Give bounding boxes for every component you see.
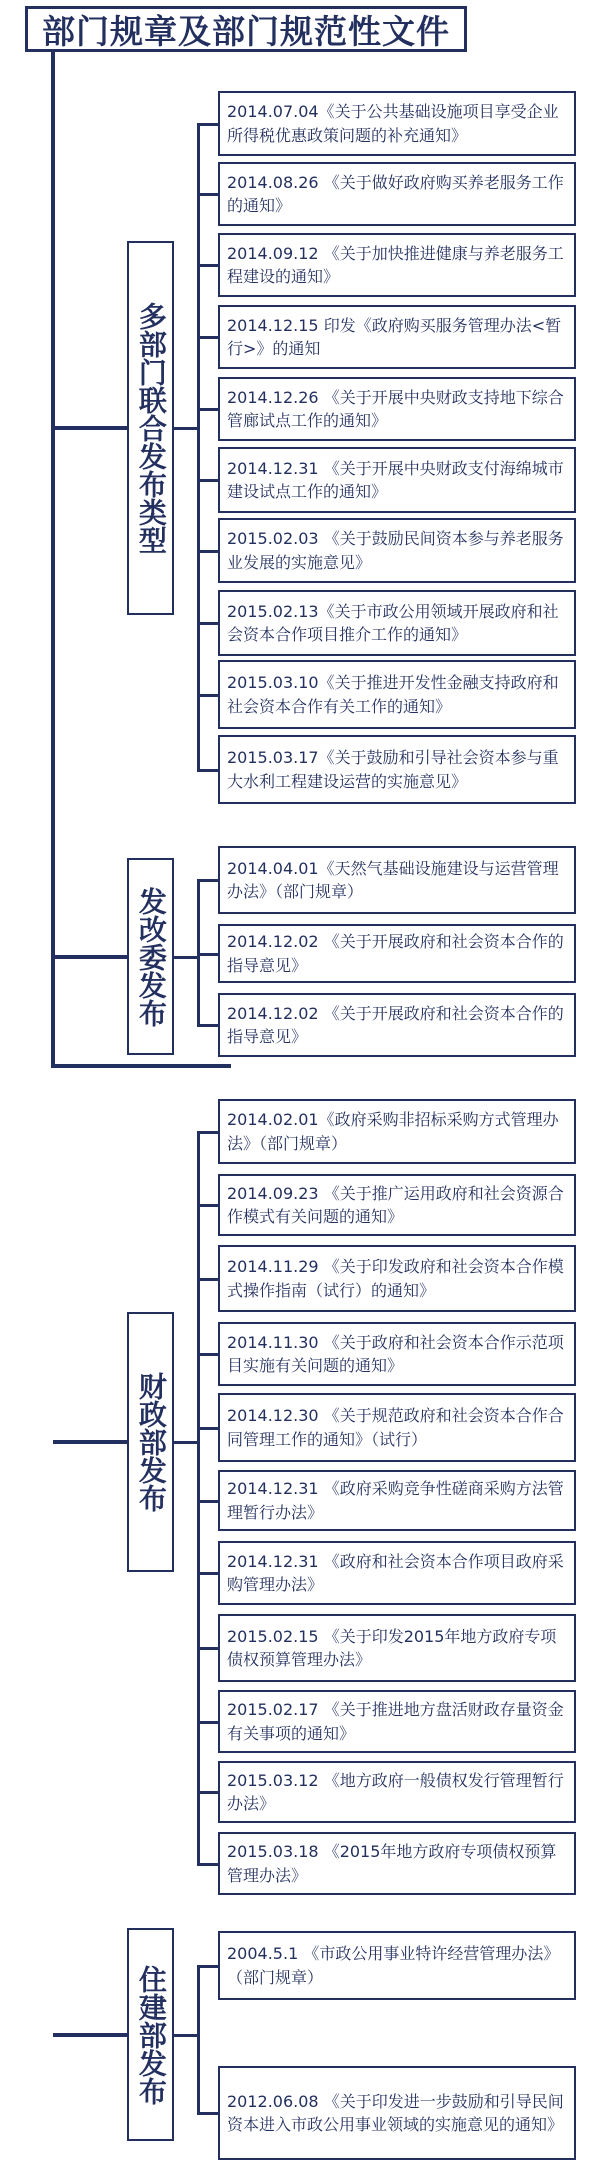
- group-label: 多部门联合发布类型: [127, 241, 174, 615]
- document-card-text: 2015.02.03 《关于鼓励民间资本参与养老服务业发展的实施意见》: [227, 529, 564, 572]
- card-connector-line: [197, 1024, 218, 1027]
- card-connector-line: [197, 1965, 218, 1968]
- card-connector-line: [197, 622, 218, 625]
- document-card-text: 2015.03.17《关于鼓励和引导社会资本参与重大水利工程建设运营的实施意见》: [227, 748, 559, 791]
- document-card-text: 2014.07.04《关于公共基础设施项目享受企业所得税优惠政策问题的补充通知》: [227, 102, 559, 145]
- document-card: [218, 1099, 576, 1164]
- card-connector-line: [197, 1278, 218, 1281]
- document-card-text: 2014.09.23 《关于推广运用政府和社会资源合作模式有关问题的通知》: [227, 1183, 564, 1226]
- document-card: [218, 162, 576, 226]
- document-card: [218, 233, 576, 297]
- document-card-text: 2015.03.10《关于推进开发性金融支持政府和社会资本合作有关工作的通知》: [227, 673, 559, 716]
- document-card: [218, 1690, 576, 1753]
- document-card-text: 2015.03.12 《地方政府一般债权发行管理暂行办法》: [227, 1770, 564, 1813]
- document-card: [218, 1614, 576, 1682]
- document-card: [218, 846, 576, 914]
- document-card-text: 2014.08.26 《关于做好政府购买养老服务工作的通知》: [227, 172, 564, 215]
- card-connector-line: [197, 1204, 218, 1207]
- document-card-text: 2014.09.12 《关于加快推进健康与养老服务工程建设的通知》: [227, 243, 564, 286]
- document-card: [218, 924, 576, 983]
- document-card: [218, 1761, 576, 1823]
- document-card: [218, 447, 576, 513]
- document-card-text: 2014.04.01《天然气基础设施建设与运营管理办法》（部门规章）: [227, 858, 559, 901]
- document-card: [218, 1174, 576, 1236]
- card-connector-line: [197, 1791, 218, 1794]
- document-card: [218, 1245, 576, 1312]
- card-connector-line: [197, 479, 218, 482]
- card-connector-line: [197, 264, 218, 267]
- group-to-card-line: [174, 427, 198, 430]
- document-card: [218, 735, 576, 804]
- document-card-text: 2015.02.15 《关于印发2015年地方政府专项债权预算管理办法》: [227, 1626, 557, 1669]
- card-connector-line: [197, 879, 218, 882]
- document-card-text: 2015.02.17 《关于推进地方盘活财政存量资金有关事项的通知》: [227, 1700, 564, 1743]
- document-card: [218, 590, 576, 656]
- document-card-text: 2014.12.26 《关于开展中央财政支持地下综合管廊试点工作的通知》: [227, 387, 564, 430]
- card-connector-line: [197, 1500, 218, 1503]
- document-card-text: 2014.12.02 《关于开展政府和社会资本合作的指导意见》: [227, 932, 564, 975]
- page-title: 部门规章及部门规范性文件: [25, 6, 467, 52]
- document-card: [218, 1322, 576, 1386]
- document-card-text: 2015.02.13《关于市政公用领域开展政府和社会资本合作项目推介工作的通知》: [227, 601, 559, 644]
- card-connector-line: [197, 1131, 218, 1134]
- card-connector-line: [197, 1427, 218, 1430]
- document-card-text: 2014.12.31 《政府和社会资本合作项目政府采购管理办法》: [227, 1551, 564, 1594]
- card-connector-line: [197, 769, 218, 772]
- tree-spine-foot: [51, 1064, 231, 1068]
- card-connector-spine: [197, 1131, 200, 1865]
- document-card: [218, 91, 576, 156]
- tree-spine: [51, 50, 55, 1068]
- document-card-text: 2014.12.31 《关于开展中央财政支付海绵城市建设试点工作的通知》: [227, 458, 564, 501]
- group-to-card-line: [174, 956, 198, 959]
- group-label: 财政部发布: [127, 1312, 174, 1572]
- document-card: [218, 1832, 576, 1895]
- document-card: [218, 660, 576, 729]
- group-connector: [53, 955, 129, 959]
- group-label: 发改委发布: [127, 858, 174, 1055]
- document-card-text: 2014.02.01《政府采购非招标采购方式管理办法》（部门规章）: [227, 1110, 559, 1153]
- card-connector-spine: [197, 123, 200, 771]
- card-connector-line: [197, 1863, 218, 1866]
- card-connector-line: [197, 953, 218, 956]
- card-connector-line: [197, 550, 218, 553]
- card-connector-line: [197, 123, 218, 126]
- group-connector: [53, 1440, 129, 1444]
- card-connector-line: [197, 336, 218, 339]
- document-card: [218, 2066, 576, 2160]
- card-connector-line: [197, 1721, 218, 1724]
- card-connector-line: [197, 193, 218, 196]
- group-to-card-line: [174, 2034, 198, 2037]
- card-connector-line: [197, 2112, 218, 2115]
- group-label: 住建部发布: [127, 1928, 174, 2141]
- document-card-text: 2012.06.08 《关于印发进一步鼓励和引导民间资本进入市政公用事业领域的实施意见的通知》: [227, 2091, 564, 2134]
- document-card-text: 2004.5.1 《市政公用事业特许经营管理办法》（部门规章）: [227, 1944, 560, 1987]
- card-connector-line: [197, 1353, 218, 1356]
- document-card: [218, 1541, 576, 1605]
- document-card: [218, 993, 576, 1057]
- document-card: [218, 1931, 576, 2000]
- document-card-text: 2014.12.02 《关于开展政府和社会资本合作的指导意见》: [227, 1003, 564, 1046]
- group-to-card-line: [174, 1441, 198, 1444]
- group-connector: [53, 2033, 129, 2037]
- document-card: [218, 377, 576, 441]
- document-card-text: 2014.12.31 《政府采购竞争性磋商采购方法管理暂行办法》: [227, 1479, 564, 1522]
- card-connector-spine: [197, 1965, 200, 2114]
- document-card: [218, 1393, 576, 1462]
- card-connector-line: [197, 408, 218, 411]
- document-card-text: 2014.11.30 《关于政府和社会资本合作示范项目实施有关问题的通知》: [227, 1332, 564, 1375]
- document-card-text: 2014.12.15 印发《政府购买服务管理办法<暂行>》的通知: [227, 315, 562, 358]
- document-card-text: 2015.03.18 《2015年地方政府专项债权预算管理办法》: [227, 1842, 557, 1885]
- card-connector-line: [197, 1572, 218, 1575]
- document-card: [218, 305, 576, 369]
- document-card: [218, 518, 576, 583]
- document-card-text: 2014.11.29 《关于印发政府和社会资本合作模式操作指南（试行）的通知》: [227, 1257, 564, 1300]
- group-connector: [53, 426, 129, 430]
- card-connector-line: [197, 694, 218, 697]
- document-card-text: 2014.12.30 《关于规范政府和社会资本合作合同管理工作的通知》（试行）: [227, 1406, 564, 1449]
- document-card: [218, 1470, 576, 1531]
- card-connector-line: [197, 1647, 218, 1650]
